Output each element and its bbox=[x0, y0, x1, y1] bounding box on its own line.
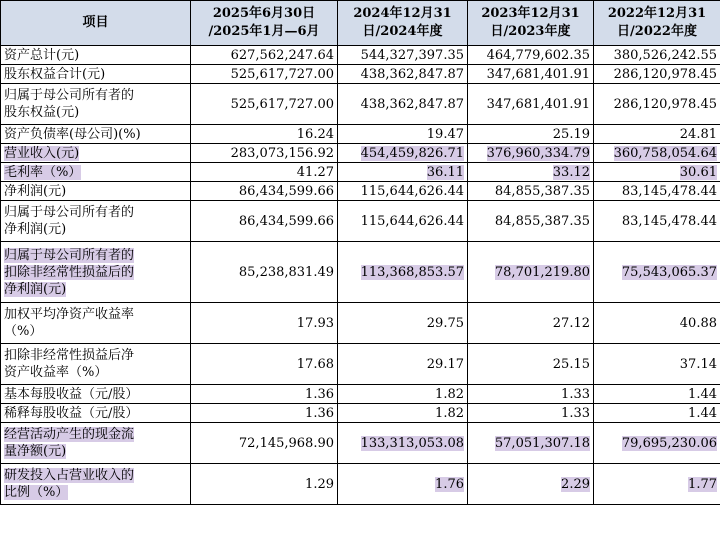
row-label: 研发投入占营业收入的 比例（%） bbox=[1, 464, 191, 505]
value-cell: 1.82 bbox=[338, 404, 468, 423]
row-label: 股东权益合计(元) bbox=[1, 65, 191, 84]
value-cell: 17.93 bbox=[191, 303, 338, 344]
value-cell: 72,145,968.90 bbox=[191, 423, 338, 464]
row-label: 稀释每股收益（元/股） bbox=[1, 404, 191, 423]
row-label: 净利润(元) bbox=[1, 182, 191, 201]
value-cell-highlighted: 133,313,053.08 bbox=[338, 423, 468, 464]
header-2025: 2025年6月30日 /2025年1月—6月 bbox=[191, 1, 338, 46]
header-item: 项目 bbox=[1, 1, 191, 46]
value-cell: 1.33 bbox=[468, 404, 594, 423]
table-row bbox=[1, 344, 720, 385]
table-row bbox=[1, 65, 720, 84]
value-cell: 17.68 bbox=[191, 344, 338, 385]
value-cell: 1.36 bbox=[191, 385, 338, 404]
value-cell: 27.12 bbox=[468, 303, 594, 344]
value-cell-highlighted: 36.11 bbox=[338, 163, 468, 182]
value-cell-highlighted: 360,758,054.64 bbox=[594, 144, 720, 163]
value-cell: 115,644,626.44 bbox=[338, 201, 468, 242]
row-label: 经营活动产生的现金流 量净额(元) bbox=[1, 423, 191, 464]
value-cell-highlighted: 30.61 bbox=[594, 163, 720, 182]
row-label: 加权平均净资产收益率 （%） bbox=[1, 303, 191, 344]
value-cell: 627,562,247.64 bbox=[191, 46, 338, 65]
value-cell: 1.44 bbox=[594, 404, 720, 423]
table-row bbox=[1, 201, 720, 242]
value-cell: 438,362,847.87 bbox=[338, 84, 468, 125]
table-row bbox=[1, 182, 720, 201]
value-cell: 347,681,401.91 bbox=[468, 65, 594, 84]
value-cell-highlighted: 79,695,230.06 bbox=[594, 423, 720, 464]
value-cell-highlighted: 454,459,826.71 bbox=[338, 144, 468, 163]
value-cell: 84,855,387.35 bbox=[468, 201, 594, 242]
header-2022: 2022年12月31 日/2022年度 bbox=[594, 1, 720, 46]
value-cell: 40.88 bbox=[594, 303, 720, 344]
value-cell: 283,073,156.92 bbox=[191, 144, 338, 163]
value-cell-highlighted: 75,543,065.37 bbox=[594, 242, 720, 303]
value-cell: 286,120,978.45 bbox=[594, 84, 720, 125]
row-label: 归属于母公司所有者的 扣除非经常性损益后的 净利润(元) bbox=[1, 242, 191, 303]
value-cell-highlighted: 78,701,219.80 bbox=[468, 242, 594, 303]
row-label: 资产负债率(母公司)(%) bbox=[1, 125, 191, 144]
value-cell: 41.27 bbox=[191, 163, 338, 182]
value-cell-highlighted: 1.77 bbox=[594, 464, 720, 505]
value-cell: 25.19 bbox=[468, 125, 594, 144]
table-row bbox=[1, 385, 720, 404]
value-cell: 25.15 bbox=[468, 344, 594, 385]
row-label: 归属于母公司所有者的 净利润(元) bbox=[1, 201, 191, 242]
value-cell-highlighted: 2.29 bbox=[468, 464, 594, 505]
value-cell: 85,238,831.49 bbox=[191, 242, 338, 303]
header-2024: 2024年12月31 日/2024年度 bbox=[338, 1, 468, 46]
value-cell-highlighted: 1.76 bbox=[338, 464, 468, 505]
value-cell: 525,617,727.00 bbox=[191, 65, 338, 84]
value-cell-highlighted: 376,960,334.79 bbox=[468, 144, 594, 163]
value-cell: 525,617,727.00 bbox=[191, 84, 338, 125]
header-row bbox=[1, 1, 720, 46]
value-cell-highlighted: 113,368,853.57 bbox=[338, 242, 468, 303]
value-cell: 115,644,626.44 bbox=[338, 182, 468, 201]
value-cell: 1.36 bbox=[191, 404, 338, 423]
table-row bbox=[1, 125, 720, 144]
value-cell: 286,120,978.45 bbox=[594, 65, 720, 84]
value-cell: 86,434,599.66 bbox=[191, 182, 338, 201]
row-label: 基本每股收益（元/股） bbox=[1, 385, 191, 404]
table-row bbox=[1, 464, 720, 505]
value-cell: 83,145,478.44 bbox=[594, 201, 720, 242]
value-cell: 29.17 bbox=[338, 344, 468, 385]
value-cell: 1.82 bbox=[338, 385, 468, 404]
value-cell: 86,434,599.66 bbox=[191, 201, 338, 242]
table-row bbox=[1, 423, 720, 464]
table-row bbox=[1, 242, 720, 303]
value-cell: 84,855,387.35 bbox=[468, 182, 594, 201]
table-row bbox=[1, 144, 720, 163]
value-cell-highlighted: 33.12 bbox=[468, 163, 594, 182]
value-cell: 464,779,602.35 bbox=[468, 46, 594, 65]
value-cell: 37.14 bbox=[594, 344, 720, 385]
value-cell: 24.81 bbox=[594, 125, 720, 144]
value-cell: 380,526,242.55 bbox=[594, 46, 720, 65]
table-row bbox=[1, 404, 720, 423]
header-2023: 2023年12月31 日/2023年度 bbox=[468, 1, 594, 46]
row-label: 扣除非经常性损益后净 资产收益率（%） bbox=[1, 344, 191, 385]
value-cell: 347,681,401.91 bbox=[468, 84, 594, 125]
row-label: 归属于母公司所有者的 股东权益(元) bbox=[1, 84, 191, 125]
value-cell: 29.75 bbox=[338, 303, 468, 344]
value-cell: 83,145,478.44 bbox=[594, 182, 720, 201]
table-row bbox=[1, 163, 720, 182]
value-cell: 19.47 bbox=[338, 125, 468, 144]
value-cell: 1.29 bbox=[191, 464, 338, 505]
value-cell: 16.24 bbox=[191, 125, 338, 144]
value-cell: 438,362,847.87 bbox=[338, 65, 468, 84]
row-label: 营业收入(元) bbox=[1, 144, 191, 163]
table-row bbox=[1, 303, 720, 344]
table-row bbox=[1, 46, 720, 65]
row-label: 毛利率（%） bbox=[1, 163, 191, 182]
row-label: 资产总计(元) bbox=[1, 46, 191, 65]
value-cell: 544,327,397.35 bbox=[338, 46, 468, 65]
value-cell: 1.44 bbox=[594, 385, 720, 404]
table-row bbox=[1, 84, 720, 125]
value-cell-highlighted: 57,051,307.18 bbox=[468, 423, 594, 464]
value-cell: 1.33 bbox=[468, 385, 594, 404]
